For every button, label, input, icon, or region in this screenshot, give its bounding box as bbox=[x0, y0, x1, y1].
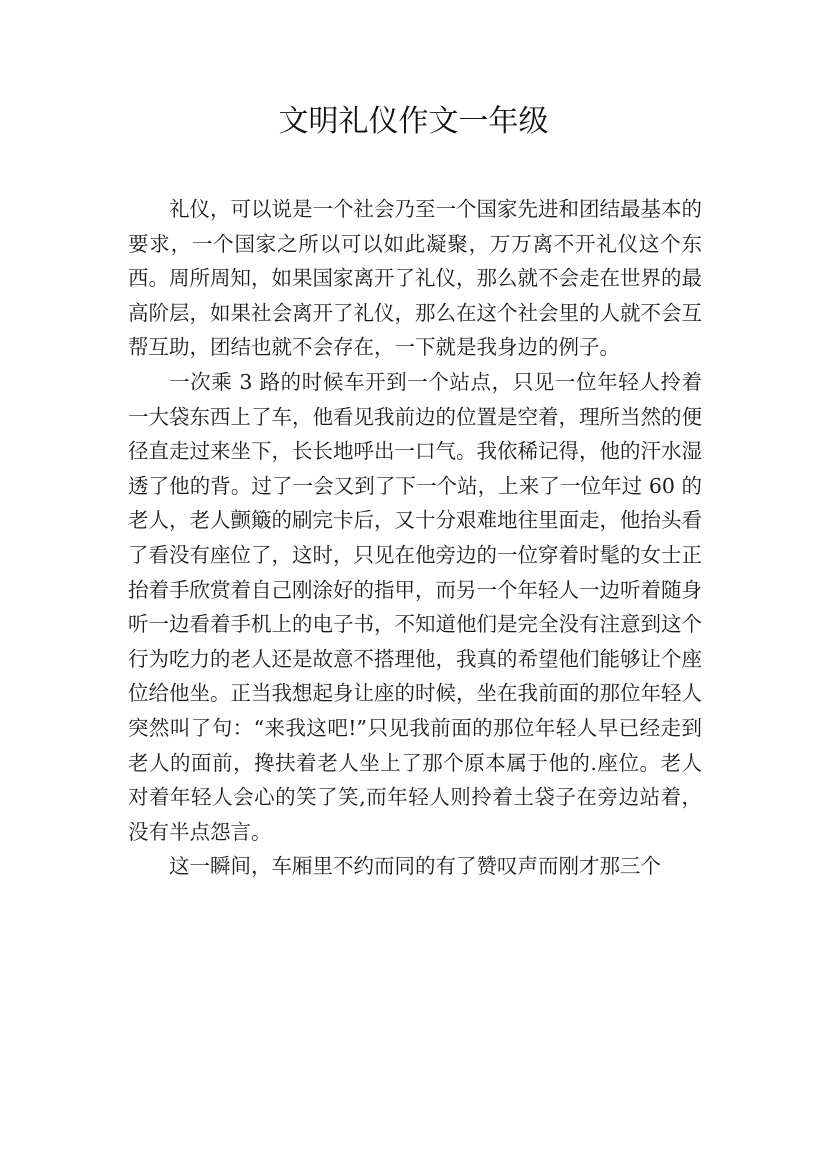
document-title: 文明礼仪作文一年级 bbox=[278, 104, 549, 139]
paragraph: 礼仪，可以说是一个社会乃至一个国家先进和团结最基本的要求，一个国家之所以可以如此凝聚，万万离不开礼仪这个东西。周所周知，如果国家离开了礼仪，那么就不会走在世界的最高阶层，如果社会离开了礼仪，那么在这个社会里的人就不会互帮互助，团结也就不会存在，一下就是我身边的例子。 bbox=[128, 197, 702, 360]
document-body bbox=[128, 192, 702, 884]
paragraph: 这一瞬间，车厢里不约而同的有了赞叹声而刚才那三个 bbox=[169, 854, 661, 879]
paragraph: 一次乘 3 路的时候车开到一个站点，只见一位年轻人拎着一大袋东西上了车，他看见我前边的位置是空着，理所当然的便径直走过来坐下，长长地呼出一口气。我依稀记得，他的汗水湿透了他的背。过了一会又到了下一个站，上来了一位年过 60 的老人，老人颤簸的刷完卡后，又十分艰难地往里面走，他抬头看了看没有座位了，这时，只见在他旁边的一位穿着时髦的女士正抬着手欣赏着自己刚涂好的指甲，而另一个年轻人一边听着随身听一边看着手机上的电子书，不知道他们是完全没有注意到这个行为吃力的老人还是故意不搭理他，我真的希望他们能够让个座位给他坐。正当我想起身让座的时候，坐在我前面的那位年轻人突然叫了句：“来我这吧!”只见我前面的那位年轻人早已经走到老人的面前，搀扶着老人坐上了那个原本属于他的.座位。老人对着年轻人会心的笑了笑,而年轻人则拎着土袋子在旁边站着，没有半点怨言。 bbox=[128, 369, 702, 844]
